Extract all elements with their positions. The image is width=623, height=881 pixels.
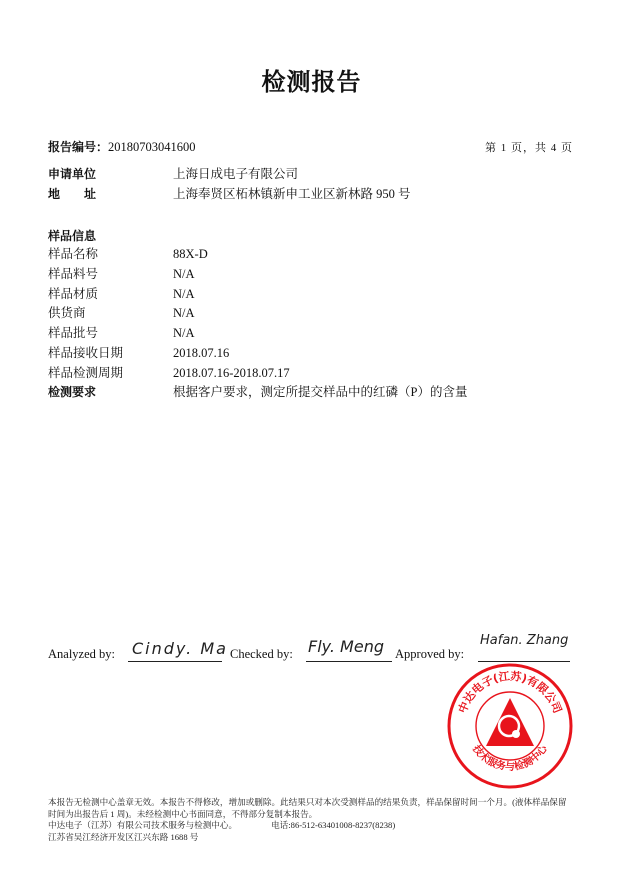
footer-notes — [48, 797, 588, 843]
checked-signature-line — [306, 661, 392, 662]
footer-phone: 电话:86-512-63401008-8237(8238) — [271, 820, 396, 831]
approved-by-label: Approved by: — [395, 647, 465, 661]
applicant-unit-label: 申请单位 — [48, 167, 97, 181]
sample-field-label: 样品接收日期 — [48, 346, 124, 360]
report-number-value: 20180703041600 — [108, 140, 196, 154]
applicant-address-label: 地 址 — [48, 187, 97, 201]
checked-by-label: Checked by: — [230, 647, 293, 661]
sample-field-value: N/A — [173, 287, 195, 301]
sample-field-row — [48, 344, 229, 362]
applicant-unit-value: 上海日成电子有限公司 — [173, 167, 299, 181]
applicant-address-row — [48, 185, 411, 203]
sample-field-label: 样品名称 — [48, 247, 99, 261]
test-requirement-row — [48, 383, 467, 401]
applicant-unit-row — [48, 165, 298, 183]
footer-company-line — [48, 820, 588, 832]
sample-field-row — [48, 265, 195, 283]
analyzed-signature: Cindy. Ma — [132, 639, 228, 658]
approved-signature: Hafan. Zhang — [480, 633, 569, 648]
stamp-seal-icon — [446, 662, 574, 790]
sample-field-label: 样品批号 — [48, 326, 99, 340]
footer-disclaimer-line2: 时间为出报告后 1 周)。未经检测中心书面同意，不得部分复制本报告。 — [48, 808, 318, 819]
report-number — [48, 138, 196, 155]
sample-field-label: 样品检测周期 — [48, 366, 124, 380]
company-stamp — [446, 662, 574, 790]
sample-field-value: 88X-D — [173, 247, 208, 261]
sample-field-label: 样品料号 — [48, 267, 99, 281]
report-title: 检测报告 — [261, 68, 362, 96]
footer-disclaimer-line1: 本报告无检测中心盖章无效。本报告不得修改，增加或删除。此结果只对本次受测样品的结果负责，样品保留时间一个月。(液体样品保留 — [48, 797, 567, 807]
svg-text:技术服务与检测中心: 技术服务与检测中心 — [470, 743, 550, 773]
sample-field-label: 供货商 — [48, 306, 86, 320]
checked-signature: Fly. Meng — [308, 637, 384, 656]
sample-field-row — [48, 285, 195, 303]
sample-field-row — [48, 245, 208, 263]
analyzed-signature-line — [128, 661, 222, 662]
page-indicator: 第 1 页，共 4 页 — [485, 142, 573, 154]
sample-field-value: N/A — [173, 306, 195, 320]
applicant-address-value: 上海奉贤区柘林镇新申工业区新林路 950 号 — [173, 187, 411, 201]
test-requirement-label: 检测要求 — [48, 385, 97, 399]
report-number-label: 报告编号： — [48, 140, 109, 154]
sample-field-row — [48, 324, 195, 342]
sample-field-label: 样品材质 — [48, 287, 99, 301]
sample-field-value: N/A — [173, 267, 195, 281]
sample-info-heading: 样品信息 — [48, 229, 97, 243]
sample-field-value: 2018.07.16-2018.07.17 — [173, 366, 290, 380]
test-requirement-value: 根据客户要求，测定所提交样品中的红磷（P）的含量 — [173, 385, 468, 399]
sample-field-row — [48, 364, 290, 382]
svg-text:中达电子(江苏)有限公司: 中达电子(江苏)有限公司 — [456, 669, 564, 716]
sample-field-value: N/A — [173, 326, 195, 340]
analyzed-by-label: Analyzed by: — [48, 647, 115, 661]
footer-company-name: 中达电子（江苏）有限公司技术服务与检测中心。 — [48, 820, 238, 831]
sample-field-value: 2018.07.16 — [173, 346, 230, 360]
footer-address: 江苏省吴江经济开发区江兴东路 1688 号 — [48, 831, 199, 842]
sample-field-row — [48, 304, 195, 322]
